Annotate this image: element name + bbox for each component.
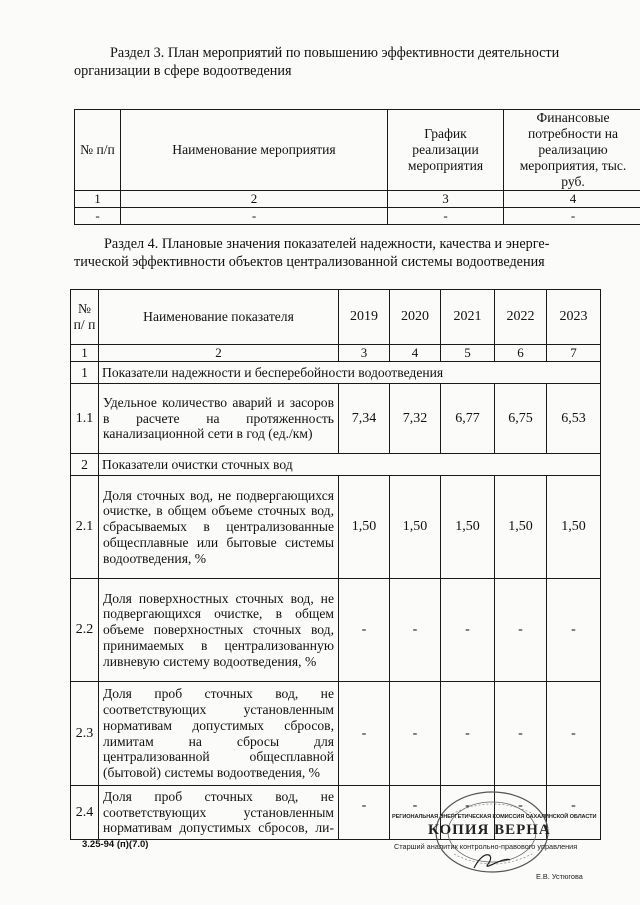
s4-idx-6: 6	[495, 345, 547, 362]
section3-index-row	[75, 191, 640, 208]
s4-idx-2: 2	[99, 345, 339, 362]
row-2-3-name: Доля проб сточных вод, не соответствующих установленным нормативам допустимых сбросов, лимитам на сбросы для централизованной общесплавной (бытовой) системы водоотведения, %	[99, 682, 339, 786]
section4-heading-line2: тической эффективности объектов централизованной системы водоотведения	[74, 253, 545, 270]
stamp-line3: Старший аналитик контрольно-правового управления	[394, 842, 578, 851]
stamp-line2: КОПИЯ ВЕРНА	[428, 822, 551, 838]
row-2-1-num: 2.1	[71, 476, 99, 579]
row-2-3-2020: -	[390, 682, 441, 786]
row-2-2-2022: -	[495, 579, 547, 682]
section3-empty-row	[75, 208, 640, 225]
row-1-1-2020: 7,32	[390, 384, 441, 454]
group-2-title: Показатели очистки сточных вод	[99, 454, 601, 476]
section3-header-row	[75, 110, 640, 191]
certification-stamp	[392, 790, 604, 890]
section4-header-row	[71, 290, 601, 345]
row-1-1-2022: 6,75	[495, 384, 547, 454]
stamp-line1: РЕГИОНАЛЬНАЯ ЭНЕРГЕТИЧЕСКАЯ КОМИССИЯ САХАЛИНСКОЙ ОБЛАСТИ	[392, 814, 597, 820]
row-1-1-2023: 6,53	[547, 384, 601, 454]
s4-idx-3: 3	[339, 345, 390, 362]
s3-empty-4: -	[504, 208, 640, 225]
s3-col-schedule: График реализации мероприятия	[388, 110, 504, 191]
s3-col-num: № п/п	[75, 110, 121, 191]
section3-heading-line2: организации в сфере водоотведения	[74, 62, 292, 79]
row-2-2-2019: -	[339, 579, 390, 682]
section3-heading	[74, 45, 590, 80]
row-2-2-2021: -	[441, 579, 495, 682]
row-2-4-2019: -	[339, 786, 390, 840]
row-2-2-2020: -	[390, 579, 441, 682]
section3-table	[74, 109, 640, 225]
row-2-1-name: Доля сточных вод, не подвергающихся очистке, в общем объеме сточных вод, сбрасываемых в централизованные общесплавные или бытовые системы водоотведения, %	[99, 476, 339, 579]
row-1-1-name: Удельное количество аварий и засоров в расчете на протяженность канализационной сети в год (ед./км)	[99, 384, 339, 454]
s4-col-name: Наименование показателя	[99, 290, 339, 345]
s4-idx-1: 1	[71, 345, 99, 362]
row-2-4-2022: -	[495, 786, 547, 840]
s3-empty-2: -	[121, 208, 388, 225]
row-2-2-num: 2.2	[71, 579, 99, 682]
s3-col-finance: Финансовые потребности на реализацию мероприятия, тыс. руб.	[504, 110, 640, 191]
row-2-1-2020: 1,50	[390, 476, 441, 579]
row-2-3-2023: -	[547, 682, 601, 786]
s3-col-name: Наименование мероприятия	[121, 110, 388, 191]
row-2-4-name: Доля проб сточных вод, не соответствующих установленным нормативам допустимых сбросов, ли-	[99, 786, 339, 840]
row-2-1	[71, 476, 601, 579]
s4-col-2021: 2021	[441, 290, 495, 345]
s4-col-2022: 2022	[495, 290, 547, 345]
s4-col-2019: 2019	[339, 290, 390, 345]
row-1-1-2019: 7,34	[339, 384, 390, 454]
row-2-4-num: 2.4	[71, 786, 99, 840]
s4-idx-4: 4	[390, 345, 441, 362]
row-2-3-num: 2.3	[71, 682, 99, 786]
s3-idx-2: 2	[121, 191, 388, 208]
row-2-1-2023: 1,50	[547, 476, 601, 579]
section4-heading-line1: Раздел 4. Плановые значения показателей надежности, качества и энерге-	[104, 236, 550, 252]
row-2-2-name: Доля поверхностных сточных вод, не подвергающихся очистке, в общем объеме поверхностных сточных вод, принимаемых в централизованную ливневую систему водоотведения, %	[99, 579, 339, 682]
row-1-1-2021: 6,77	[441, 384, 495, 454]
row-2-1-2022: 1,50	[495, 476, 547, 579]
group-1-row	[71, 362, 601, 384]
row-1-1-num: 1.1	[71, 384, 99, 454]
row-2-3-2019: -	[339, 682, 390, 786]
row-1-1	[71, 384, 601, 454]
s4-col-num: № п/ п	[71, 290, 99, 345]
group-1-num: 1	[71, 362, 99, 384]
row-2-3-2022: -	[495, 682, 547, 786]
group-2-row	[71, 454, 601, 476]
row-2-1-2021: 1,50	[441, 476, 495, 579]
s4-col-2020: 2020	[390, 290, 441, 345]
row-2-4-2020: -	[390, 786, 441, 840]
s3-idx-4: 4	[504, 191, 640, 208]
s4-col-2023: 2023	[547, 290, 601, 345]
section3-heading-line1: Раздел 3. План мероприятий по повышению эффективности деятельности	[110, 45, 560, 61]
s3-idx-1: 1	[75, 191, 121, 208]
row-2-2-2023: -	[547, 579, 601, 682]
row-2-3	[71, 682, 601, 786]
row-2-3-2021: -	[441, 682, 495, 786]
row-2-1-2019: 1,50	[339, 476, 390, 579]
row-2-2	[71, 579, 601, 682]
stamp-line4: Е.В. Устюгова	[536, 872, 583, 881]
group-1-title: Показатели надежности и бесперебойности водоотведения	[99, 362, 601, 384]
s4-idx-7: 7	[547, 345, 601, 362]
s3-empty-1: -	[75, 208, 121, 225]
section4-index-row	[71, 345, 601, 362]
row-2-4-2021: -	[441, 786, 495, 840]
s4-idx-5: 5	[441, 345, 495, 362]
footer-code: 3.25-94 (п)(7.0)	[82, 839, 149, 850]
s3-idx-3: 3	[388, 191, 504, 208]
section4-table	[70, 289, 601, 840]
s3-empty-3: -	[388, 208, 504, 225]
section4-heading	[74, 236, 590, 271]
row-2-4-2023: -	[547, 786, 601, 840]
group-2-num: 2	[71, 454, 99, 476]
